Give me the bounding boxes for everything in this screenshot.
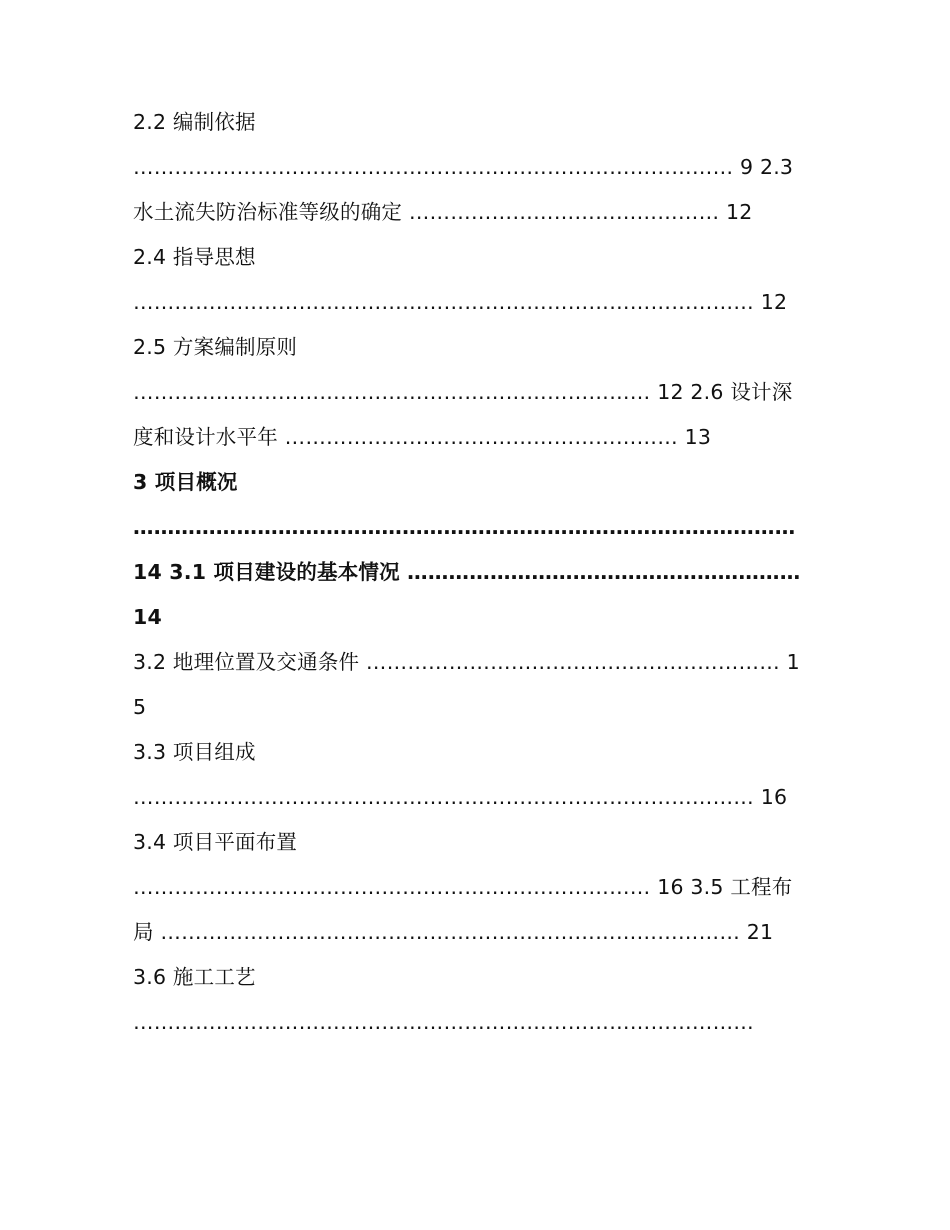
toc-entry-3-2 — [133, 640, 813, 730]
toc-entry-3-6 — [133, 955, 813, 1045]
toc-entry-label: 3.3 项目组成 ……………………………………………………………………………… 16 3.4 项目平面布置 ………………………………………………………………… 16 3.5 工程布局 ………………………………………………………………………… 21 — [133, 740, 793, 944]
toc-entry-3-3 — [133, 730, 813, 955]
toc-entry-label: 3.6 施工工艺 ……………………………………………………………………………… — [133, 965, 754, 1034]
toc-entry-label: 2.2 编制依据 …………………………………………………………………………… 9 2.3 水土流失防治标准等级的确定 ……………………………………… 12 — [133, 110, 794, 224]
toc-entry-2-4 — [133, 235, 813, 460]
toc-entry-3 — [133, 460, 813, 640]
toc-entry-label: 3 项目概况 …………………………………………………………………………………… 14 3.1 项目建设的基本情况 ………………………………………………… 14 — [133, 470, 801, 629]
toc-entry-label: 3.2 地理位置及交通条件 …………………………………………………… 15 — [133, 650, 800, 719]
toc-entry-2-2 — [133, 100, 813, 235]
table-of-contents — [133, 100, 813, 1045]
toc-entry-label: 2.4 指导思想 ……………………………………………………………………………… 12 2.5 方案编制原则 ………………………………………………………………… 12 2.6 设计深度和设计水平年 ………………………………………………… 13 — [133, 245, 793, 449]
